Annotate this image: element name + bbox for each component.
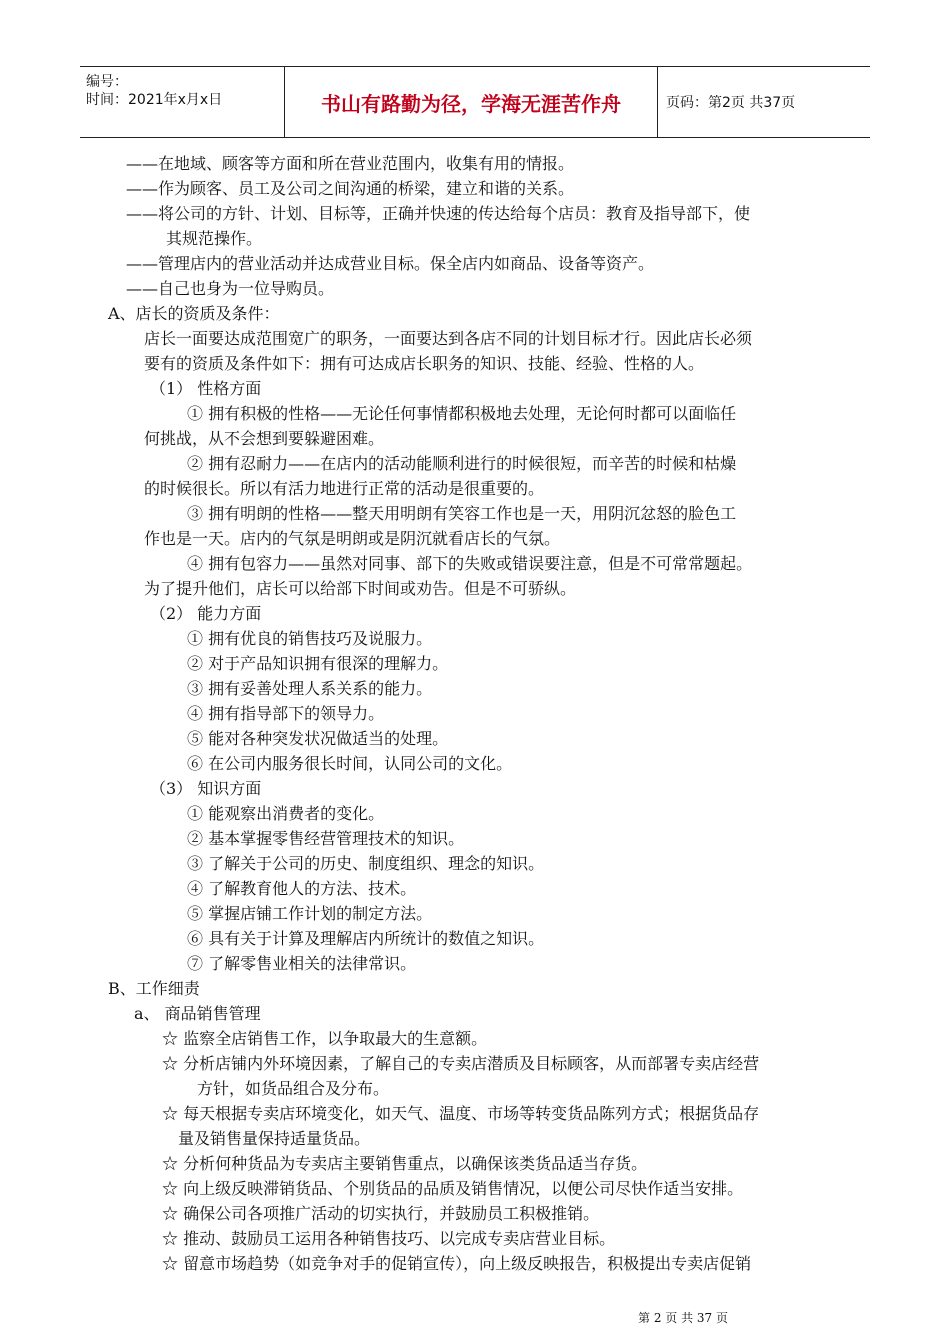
- text-line: ⑥ 在公司内服务很长时间，认同公司的文化。: [187, 754, 513, 773]
- text-line: ① 能观察出消费者的变化。: [187, 804, 385, 823]
- text-line: ⑤ 能对各种突发状况做适当的处理。: [187, 729, 449, 748]
- header-meta: [80, 67, 284, 137]
- text-line: ④ 了解教育他人的方法、技术。: [187, 879, 417, 898]
- text-line: B、工作细责: [108, 979, 200, 998]
- text-line: ——作为顾客、员工及公司之间沟通的桥梁，建立和谐的关系。: [126, 179, 575, 198]
- text-line: ② 基本掌握零售经营管理技术的知识。: [187, 829, 465, 848]
- text-line: A、店长的资质及条件：: [108, 304, 280, 323]
- text-line: ③ 拥有妥善处理人系关系的能力。: [187, 679, 433, 698]
- text-line: ☆ 推动、鼓励员工运用各种销售技巧、以完成专卖店营业目标。: [162, 1229, 616, 1248]
- text-line: 店长一面要达成范围宽广的职务，一面要达到各店不同的计划目标才行。因此店长必须: [144, 329, 753, 348]
- text-line: ① 拥有优良的销售技巧及说服力。: [187, 629, 433, 648]
- text-line: （2） 能力方面: [150, 604, 262, 623]
- text-line: ☆ 留意市场趋势（如竞争对手的促销宣传），向上级反映报告，积极提出专卖店促销: [162, 1254, 752, 1273]
- text-line: ④ 拥有包容力——虽然对同事、部下的失败或错误要注意，但是不可常常题起。: [187, 554, 753, 573]
- text-line: ④ 拥有指导部下的领导力。: [187, 704, 385, 723]
- header-motto: 书山有路勤为径，学海无涯苦作舟: [284, 67, 658, 137]
- text-line: ② 对于产品知识拥有很深的理解力。: [187, 654, 449, 673]
- text-line: ——在地域、顾客等方面和所在营业范围内，收集有用的情报。: [126, 154, 575, 173]
- text-line: （3） 知识方面: [150, 779, 262, 798]
- text-line: ☆ 确保公司各项推广活动的切实执行，并鼓励员工积极推销。: [162, 1204, 600, 1223]
- text-line: ——自己也身为一位导购员。: [126, 279, 335, 298]
- text-line: ③ 了解关于公司的历史、制度组织、理念的知识。: [187, 854, 545, 873]
- text-line: ① 拥有积极的性格——无论任何事情都积极地去处理，无论何时都可以面临任: [187, 404, 737, 423]
- text-line: （1） 性格方面: [150, 379, 262, 398]
- text-line: 为了提升他们，店长可以给部下时间或劝告。但是不可骄纵。: [144, 579, 577, 598]
- text-line: ——将公司的方针、计划、目标等，正确并快速的传达给每个店员：教育及指导部下，使: [126, 204, 751, 223]
- text-line: 其规范操作。: [166, 229, 263, 248]
- text-line: 方针，如货品组合及分布。: [197, 1079, 390, 1098]
- text-line: ☆ 分析何种货品为专卖店主要销售重点，以确保该类货品适当存货。: [162, 1154, 648, 1173]
- text-line: ——管理店内的营业活动并达成营业目标。保全店内如商品、设备等资产。: [126, 254, 655, 273]
- text-line: 量及销售量保持适量货品。: [178, 1129, 371, 1148]
- text-line: ② 拥有忍耐力——在店内的活动能顺利进行的时候很短，而辛苦的时候和枯燥: [187, 454, 737, 473]
- date-label: 时间：2021年x月x日: [86, 92, 223, 108]
- text-line: 何挑战，从不会想到要躲避困难。: [144, 429, 385, 448]
- text-line: a、 商品销售管理: [134, 1004, 261, 1023]
- text-line: 的时候很长。所以有活力地进行正常的活动是很重要的。: [144, 479, 545, 498]
- text-line: ☆ 向上级反映滞销货品、个别货品的品质及销售情况，以便公司尽快作适当安排。: [162, 1179, 744, 1198]
- page-header: [80, 66, 870, 138]
- text-line: 要有的资质及条件如下：拥有可达成店长职务的知识、技能、经验、性格的人。: [144, 354, 705, 373]
- text-line: ⑥ 具有关于计算及理解店内所统计的数值之知识。: [187, 929, 545, 948]
- page-footer: 第 2 页 共 37 页: [638, 1311, 728, 1325]
- text-line: ⑤ 掌握店铺工作计划的制定方法。: [187, 904, 433, 923]
- text-line: ⑦ 了解零售业相关的法律常识。: [187, 954, 417, 973]
- text-line: ☆ 分析店铺内外环境因素，了解自己的专卖店潜质及目标顾客，从而部署专卖店经营: [162, 1054, 760, 1073]
- code-label: 编号：: [86, 74, 128, 90]
- header-page-number: 页码：第2页 共37页: [666, 95, 796, 111]
- text-line: ☆ 监察全店销售工作，以争取最大的生意额。: [162, 1029, 488, 1048]
- text-line: ☆ 每天根据专卖店环境变化，如天气、温度、市场等转变货品陈列方式；根据货品存: [162, 1104, 760, 1123]
- text-line: ③ 拥有明朗的性格——整天用明朗有笑容工作也是一天，用阴沉忿怒的脸色工: [187, 504, 737, 523]
- text-line: 作也是一天。店内的气氛是明朗或是阴沉就看店长的气氛。: [144, 529, 561, 548]
